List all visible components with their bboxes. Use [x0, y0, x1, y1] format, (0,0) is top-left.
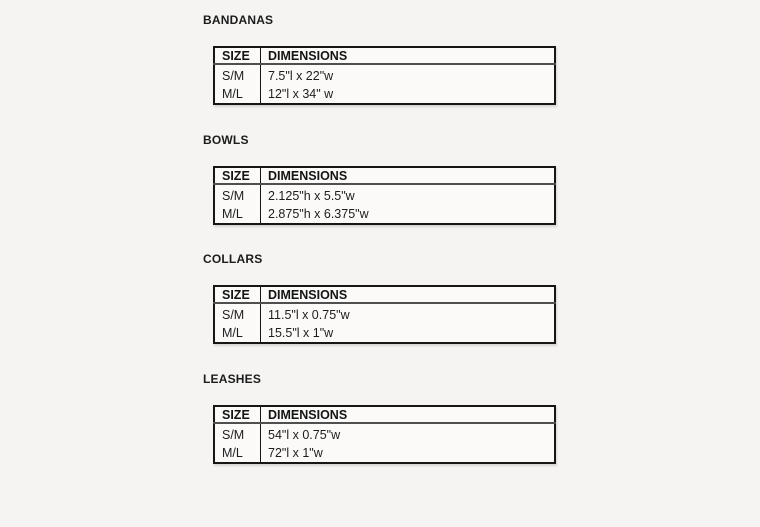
- table-row: [214, 64, 555, 85]
- bowls-size-table: [213, 166, 556, 225]
- dimensions-column-header: DIMENSIONS: [261, 167, 556, 184]
- table-row: [214, 85, 555, 104]
- table-row: [214, 423, 555, 444]
- dimensions-cell: 11.5"l x 0.75"w: [268, 308, 350, 322]
- collars-size-table: [213, 285, 556, 344]
- dimensions-cell: 15.5"l x 1"w: [268, 326, 334, 340]
- dimensions-cell: 7.5"l x 22"w: [268, 69, 334, 83]
- size-cell: M/L: [214, 444, 261, 463]
- bandanas-size-table: [213, 46, 556, 105]
- table-row: [214, 303, 555, 324]
- dimensions-column-header: DIMENSIONS: [261, 286, 556, 303]
- size-cell: M/L: [214, 324, 261, 343]
- dimensions-column-header: DIMENSIONS: [261, 406, 556, 423]
- size-cell: S/M: [214, 184, 261, 205]
- table-header-row: [214, 167, 555, 184]
- size-cell: M/L: [214, 205, 261, 224]
- size-cell: S/M: [214, 303, 261, 324]
- section-leashes: [203, 372, 563, 464]
- section-collars: [203, 252, 563, 344]
- size-column-header: SIZE: [214, 406, 261, 423]
- table-header-row: [214, 406, 555, 423]
- size-cell: S/M: [214, 423, 261, 444]
- size-column-header: SIZE: [214, 286, 261, 303]
- dimensions-column-header: DIMENSIONS: [261, 47, 556, 64]
- table-header-row: [214, 286, 555, 303]
- table-row: [214, 205, 555, 224]
- leashes-size-table: [213, 405, 556, 464]
- table-row: [214, 444, 555, 463]
- dimensions-cell: 72"l x 1"w: [268, 446, 323, 460]
- size-column-header: SIZE: [214, 167, 261, 184]
- section-title-bowls: BOWLS: [203, 133, 249, 147]
- table-row: [214, 324, 555, 343]
- table-header-row: [214, 47, 555, 64]
- size-column-header: SIZE: [214, 47, 261, 64]
- section-bowls: [203, 133, 563, 225]
- section-title-bandanas: BANDANAS: [203, 13, 274, 27]
- size-cell: M/L: [214, 85, 261, 104]
- table-row: [214, 184, 555, 205]
- section-title-leashes: LEASHES: [203, 372, 262, 386]
- dimensions-cell: 2.125"h x 5.5"w: [268, 189, 355, 203]
- size-cell: S/M: [214, 64, 261, 85]
- dimensions-cell: 12"l x 34" w: [268, 87, 334, 101]
- dimensions-cell: 2.875"h x 6.375"w: [268, 207, 369, 221]
- section-bandanas: [203, 13, 563, 105]
- dimensions-cell: 54"l x 0.75"w: [268, 428, 341, 442]
- section-title-collars: COLLARS: [203, 252, 263, 266]
